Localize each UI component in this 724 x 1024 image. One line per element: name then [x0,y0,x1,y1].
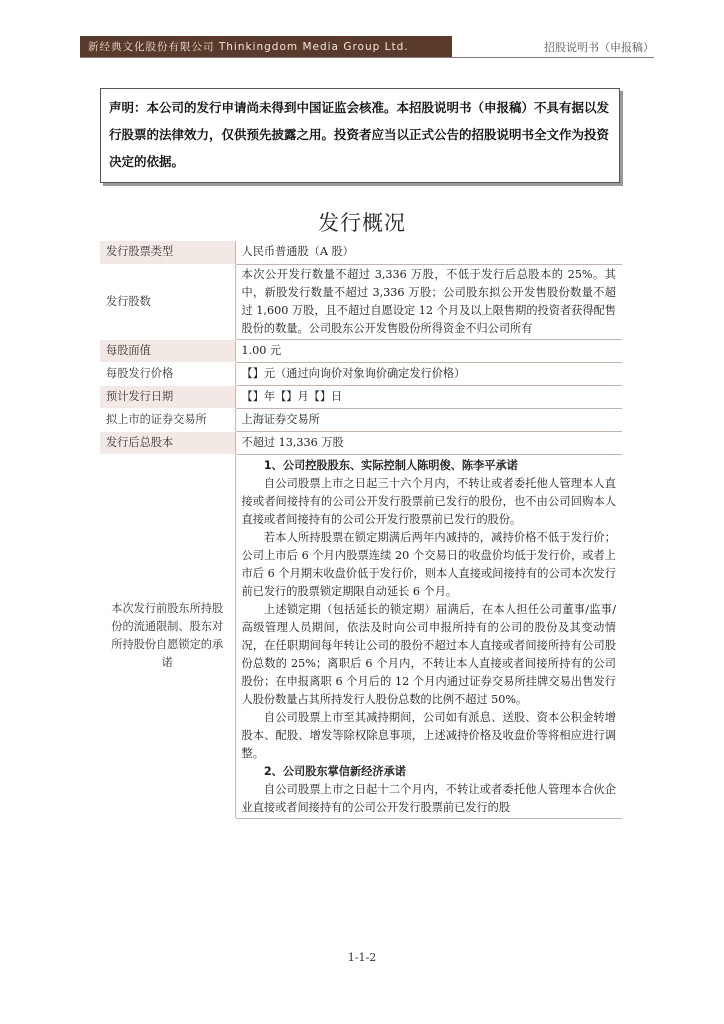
page-number: 1-1-2 [347,951,377,964]
header-divider [80,57,654,58]
issuance-summary-table [100,241,622,819]
header-company-bar [80,36,452,57]
row-label: 拟上市的证券交易所 [100,408,235,431]
header-company: 新经典文化股份有限公司 Thinkingdom Media Group Ltd. [88,41,409,53]
commitment-heading: 2、公司股东掌信新经济承诺 [263,764,406,778]
row-label: 发行后总股本 [100,431,235,454]
table-row [100,339,622,362]
table-row [100,454,622,818]
table-row [100,241,622,264]
commitment-paragraph: 若本人所持股票在锁定期满后两年内减持的，减持价格不低于发行价；公司上市后 6 个月内股票连续 20 个交易日的收盘价均低于发行价，或者上市后 6 个月期末收盘价低于发行价，则本人直接或间接持有的公司本次发行前已发行的股票锁定期限自动延长 6 个月。 [241,530,616,598]
row-label: 本次发行前股东所持股份的流通限制、股东对所持股份自愿锁定的承诺 [100,454,235,818]
row-label: 每股面值 [100,339,235,362]
row-value: 上海证券交易所 [235,408,622,431]
commitment-paragraph: 自公司股票上市之日起三十六个月内，不转让或者委托他人管理本人直接或者间接持有的公司公开发行股票前已发行的股份，也不由公司回购本人直接或者间接持有的公司公开发行股票前已发行的股份。 [241,476,616,526]
row-value: 【】年【】月【】日 [235,385,622,408]
row-value: 人民币普通股（A 股） [235,241,622,264]
row-label: 发行股票类型 [100,241,235,264]
page-title: 发行概况 [318,211,406,235]
row-label: 发行股数 [100,264,235,339]
row-value: 1.00 元 [235,339,622,362]
disclaimer-notice: 声明：本公司的发行申请尚未得到中国证监会核准。本招股说明书（申报稿）不具有据以发行股票的法律效力，仅供预先披露之用。投资者应当以正式公告的招股说明书全文作为投资决定的依据。 [100,88,620,183]
commitment-heading: 1、公司控股股东、实际控制人陈明俊、陈李平承诺 [263,458,518,472]
table-row [100,264,622,339]
row-value: 不超过 13,336 万股 [235,431,622,454]
commitment-paragraph: 自公司股票上市之日起十二个月内，不转让或者委托他人管理本合伙企业直接或者间接持有的公司公开发行股票前已发行的股 [241,782,616,814]
table-row [100,385,622,408]
commitment-paragraph: 上述锁定期（包括延长的锁定期）届满后，在本人担任公司董事/监事/高级管理人员期间，依法及时向公司申报所持有的公司的股份及其变动情况，在任职期间每年转让公司的股份不超过本人直接或者间接所持有公司股份总数的 25%；离职后 6 个月内，不转让本人直接或者间接所持有的公司股份；在申报离职 6 个月后的 12 个月内通过证券交易所挂牌交易出售发行人股份数量占其所持发行人股份总数的比例不超过 50%。 [241,602,616,706]
lockup-commitments [235,454,622,818]
table-row [100,362,622,385]
row-label: 预计发行日期 [100,385,235,408]
table-row [100,431,622,454]
header-doc-type: 招股说明书（申报稿） [544,41,654,54]
commitment-paragraph: 自公司股票上市至其减持期间，公司如有派息、送股、资本公积金转增股本、配股、增发等除权除息事项，上述减持价格及收盘价等将相应进行调整。 [241,710,616,760]
row-label: 每股发行价格 [100,362,235,385]
row-value: 【】元（通过向询价对象询价确定发行价格） [235,362,622,385]
table-row [100,408,622,431]
row-value: 本次公开发行数量不超过 3,336 万股，不低于发行后总股本的 25%。其中，新股发行数量不超过 3,336 万股；公司股东拟公开发售股份数量不超过 1,600 万股，且不超过自愿设定 12 个月及以上限售期的投资者获得配售股份的数量。公司股东公开发售股份所得资金不归公司所有 [235,264,622,339]
